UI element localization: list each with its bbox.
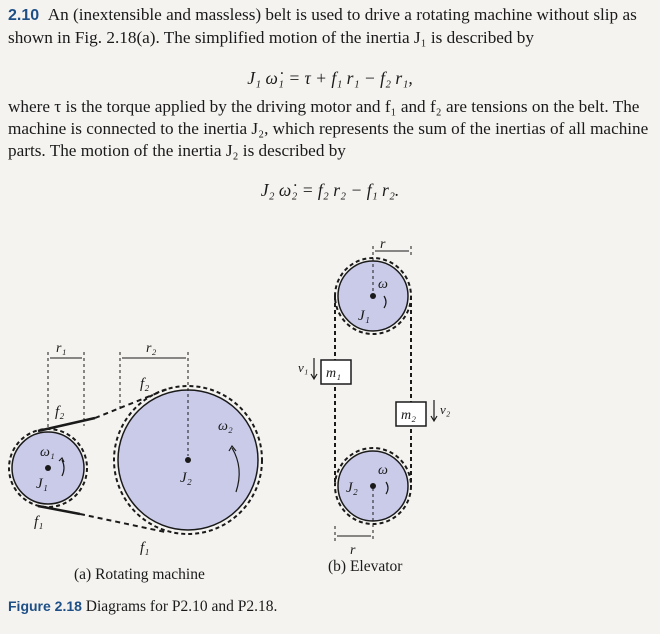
label-v2: v₂ xyxy=(440,402,451,417)
label-f2-left: f₂ xyxy=(55,404,65,420)
label-m1: m₁ xyxy=(326,366,341,381)
label-f2-top: f₂ xyxy=(140,376,150,392)
label-r-top: r xyxy=(380,237,386,252)
label-r2: r₂ xyxy=(146,341,157,356)
label-f1-bottom: f₁ xyxy=(140,540,150,556)
label-m2: m₂ xyxy=(401,408,416,423)
figure-caption-text: Diagrams for P2.10 and P2.18. xyxy=(85,598,278,615)
label-omega1: ω₁ xyxy=(40,445,55,460)
label-J2-b: J₂ xyxy=(346,480,358,496)
problem-number: 2.10 xyxy=(8,7,40,24)
label-omega-bottom: ω xyxy=(378,463,388,478)
figure-a-rotating-machine xyxy=(0,330,300,570)
label-r1: r₁ xyxy=(56,341,67,356)
equation-2: J₂ ω̇₂ = f₂ r₂ − f₁ r₂. xyxy=(260,180,400,200)
equation-1: J₁ ω̇₁ = τ + f₁ r₁ − f₂ r₁, xyxy=(247,68,413,88)
problem-paragraph-2: where τ is the torque applied by the driving motor and f₁ and f₂ are tensions on the belt. The machine is connected to the inertia J₂, which represents the sum of the inertias of all machine parts. The motion of the inertia J₂ is described by xyxy=(8,97,649,160)
label-v1: v₁ xyxy=(298,360,309,375)
figure-b-elevator xyxy=(300,236,460,566)
pulley-j1-center xyxy=(45,465,51,471)
label-r-bottom: r xyxy=(350,543,356,558)
pulley-j2-center xyxy=(185,457,191,463)
belt-top-span xyxy=(38,418,95,431)
figure-caption-label: Figure 2.18 xyxy=(8,598,82,614)
label-J1-b: J₁ xyxy=(358,308,370,324)
caption-a: (a) Rotating machine xyxy=(74,566,205,583)
problem-paragraph-1 xyxy=(8,4,653,49)
caption-b: (b) Elevator xyxy=(328,558,403,575)
problem-text-1: An (inextensible and massless) belt is used to drive a rotating machine without slip as shown in Fig. 2.18(a). The simplified motion of the inertia J₁ is described by xyxy=(8,5,637,47)
label-J2: J₂ xyxy=(180,470,192,486)
label-J1: J₁ xyxy=(36,476,48,492)
label-f1-left: f₁ xyxy=(34,514,44,530)
label-omega-top: ω xyxy=(378,277,388,292)
belt-bottom-span xyxy=(38,506,80,514)
pulley-top-center xyxy=(370,293,376,299)
label-omega2: ω₂ xyxy=(218,419,233,434)
figure-caption xyxy=(8,598,277,616)
